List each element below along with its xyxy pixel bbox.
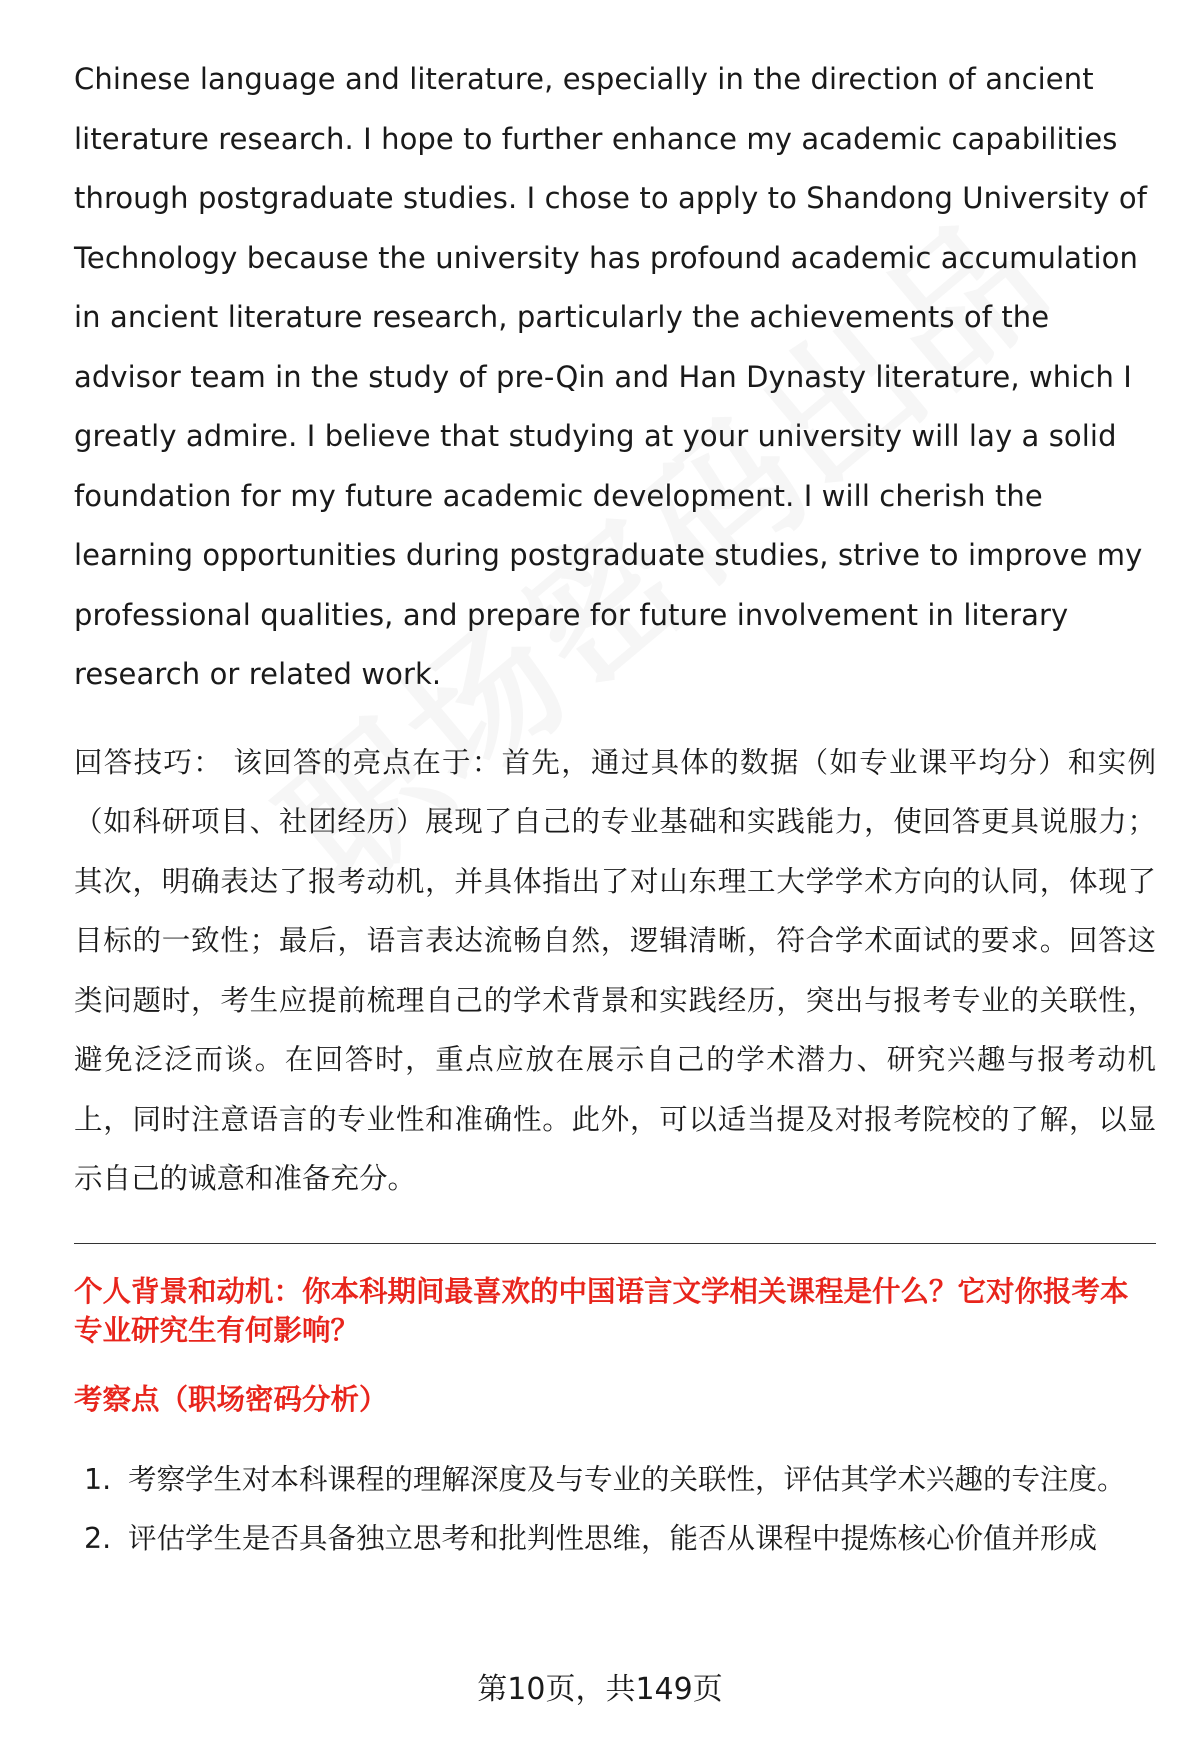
tips-label: 回答技巧： — [74, 745, 224, 779]
list-item-text: 考察学生对本科课程的理解深度及与专业的关联性，评估其学术兴趣的专注度。 — [128, 1462, 1126, 1496]
question-heading: 个人背景和动机：你本科期间最喜欢的中国语言文学相关课程是什么？它对你报考本专业研究生有何影响？ — [74, 1274, 1129, 1347]
page-footer: 第10页，共149页 — [477, 1672, 723, 1707]
assessment-points-heading: 考察点（职场密码分析） — [74, 1382, 388, 1416]
document-page — [74, 50, 1156, 1569]
answer-paragraph: Chinese language and literature, especially in the direction of ancient literature research. I hope to further enhance my academic capabilities through postgraduate studies. I chose to apply to Shandong University of Technology because the university has profound academic accumulation in ancient literature research, particularly the achievements of the advisor team in the study of pre-Qin and Han Dynasty literature, which I greatly admire. I believe that studying at your university will lay a solid foundation for my future academic development. I will cherish the learning opportunities during postgraduate studies, strive to improve my professional qualities, and prepare for future involvement in literary research or related work. — [74, 62, 1148, 691]
tips-text: 该回答的亮点在于：首先，通过具体的数据（如专业课平均分）和实例（如科研项目、社团经历）展现了自己的专业基础和实践能力，使回答更具说服力；其次，明确表达了报考动机，并具体指出了对山东理工大学学术方向的认同，体现了目标的一致性；最后，语言表达流畅自然，逻辑清晰，符合学术面试的要求。回答这类问题时，考生应提前梳理自己的学术背景和实践经历，突出与报考专业的关联性，避免泛泛而谈。在回答时，重点应放在展示自己的学术潜力、研究兴趣与报考动机上，同时注意语言的专业性和准确性。此外，可以适当提及对报考院校的了解，以显示自己的诚意和准备充分。 — [74, 745, 1156, 1195]
list-item — [74, 1509, 1156, 1569]
list-item-number: 1. — [84, 1462, 112, 1496]
tips-paragraph — [74, 733, 1156, 1209]
assessment-points-list — [74, 1450, 1156, 1569]
list-item-number: 2. — [84, 1522, 112, 1555]
list-item-text: 评估学生是否具备独立思考和批判性思维，能否从课程中提炼核心价值并形成 — [128, 1522, 1098, 1555]
list-item — [74, 1450, 1156, 1510]
section-divider — [74, 1243, 1156, 1244]
